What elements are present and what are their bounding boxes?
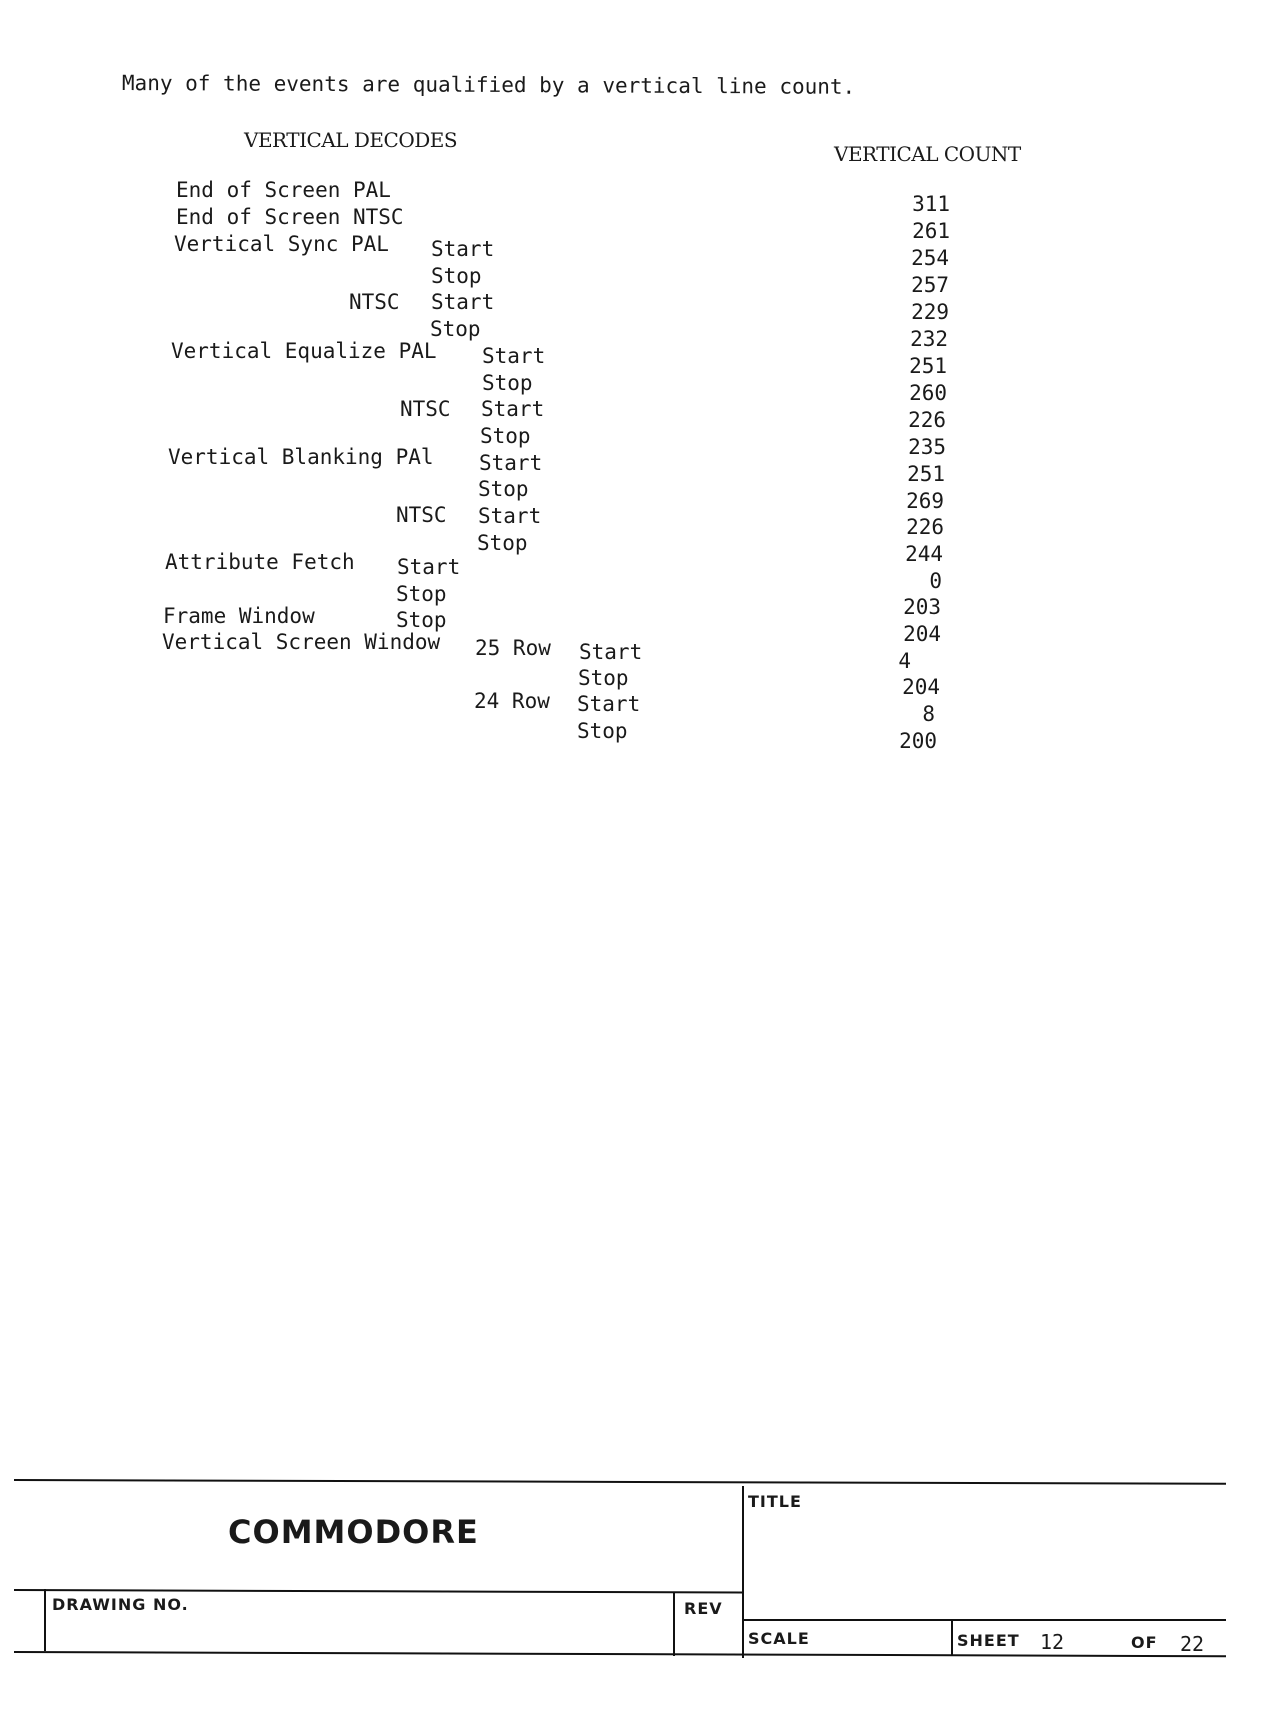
- of-label: OF: [1131, 1633, 1158, 1652]
- count-value: 311: [912, 192, 950, 216]
- decode-qualifier: Start: [431, 237, 495, 261]
- decode-qualifier: Start: [478, 504, 542, 528]
- count-value: 235: [908, 435, 946, 459]
- decode-qualifier: 25 Row: [475, 636, 551, 660]
- drawing-no-label: DRAWING NO.: [52, 1595, 189, 1614]
- decode-qualifier: Start: [577, 692, 641, 716]
- decode-qualifier: 24 Row: [474, 689, 550, 713]
- count-value: 257: [911, 273, 949, 297]
- count-value: 251: [909, 354, 947, 378]
- sheet-label: SHEET: [957, 1631, 1020, 1650]
- decode-qualifier: Stop: [431, 264, 482, 288]
- count-value: 200: [899, 729, 937, 753]
- decode-qualifier: Start: [431, 290, 495, 314]
- drawing-no-divider: [44, 1589, 46, 1651]
- decode-qualifier: Stop: [396, 608, 447, 632]
- decode-label: Vertical Blanking PAl: [168, 445, 434, 469]
- decode-qualifier: Stop: [480, 424, 531, 448]
- decode-label: Attribute Fetch: [165, 550, 355, 574]
- vertical-count-header: VERTICAL COUNT: [834, 142, 1021, 166]
- decode-label: NTSC: [396, 503, 447, 527]
- sheet-number: 12: [1040, 1630, 1065, 1654]
- count-value: 251: [907, 462, 945, 486]
- count-value: 226: [906, 515, 944, 539]
- decode-label: Vertical Sync PAL: [174, 232, 389, 256]
- count-value: 226: [908, 408, 946, 432]
- count-value: 232: [910, 327, 948, 351]
- decode-label: NTSC: [349, 290, 400, 314]
- decode-qualifier: Stop: [478, 477, 529, 501]
- count-value: 260: [909, 381, 947, 405]
- count-value: 203: [903, 595, 941, 619]
- intro-text: Many of the events are qualified by a vertical line count.: [121, 71, 856, 99]
- sheet-total: 22: [1180, 1632, 1205, 1656]
- count-value: 244: [905, 542, 943, 566]
- title-block-divider: [742, 1486, 744, 1658]
- title-block-mid-rule: [14, 1589, 742, 1594]
- decode-qualifier: Start: [579, 640, 643, 664]
- decode-qualifier: Stop: [477, 531, 528, 555]
- decode-label: End of Screen NTSC: [176, 205, 404, 229]
- decode-label: Vertical Equalize PAL: [171, 339, 437, 363]
- company-name: COMMODORE: [228, 1513, 479, 1551]
- count-value: 0: [929, 569, 942, 593]
- decode-qualifier: Stop: [430, 317, 481, 341]
- decode-qualifier: Stop: [482, 371, 533, 395]
- count-value: 4: [898, 649, 911, 673]
- decode-qualifier: Start: [481, 397, 545, 421]
- decode-qualifier: Start: [397, 555, 461, 579]
- scale-label: SCALE: [748, 1629, 810, 1648]
- count-value: 204: [902, 675, 940, 699]
- decode-qualifier: Stop: [577, 719, 628, 743]
- count-value: 229: [911, 300, 949, 324]
- title-block-top-rule: [14, 1479, 1226, 1485]
- decode-label: Frame Window: [163, 604, 315, 628]
- count-value: 204: [903, 622, 941, 646]
- count-value: 269: [906, 489, 944, 513]
- title-label: TITLE: [748, 1492, 802, 1511]
- count-value: 254: [911, 246, 949, 270]
- sheet-divider: [951, 1619, 953, 1655]
- vertical-decodes-header: VERTICAL DECODES: [244, 128, 458, 152]
- count-value: 8: [922, 702, 935, 726]
- decode-qualifier: Start: [482, 344, 546, 368]
- count-value: 261: [912, 219, 950, 243]
- decode-qualifier: Start: [479, 451, 543, 475]
- rev-label: REV: [684, 1599, 723, 1618]
- decode-qualifier: Stop: [396, 582, 447, 606]
- decode-label: NTSC: [400, 397, 451, 421]
- decode-qualifier: Stop: [578, 666, 629, 690]
- rev-divider: [673, 1592, 675, 1656]
- decode-label: Vertical Screen Window: [162, 630, 441, 654]
- decode-label: End of Screen PAL: [176, 178, 391, 202]
- title-block-right-rule: [742, 1619, 1226, 1621]
